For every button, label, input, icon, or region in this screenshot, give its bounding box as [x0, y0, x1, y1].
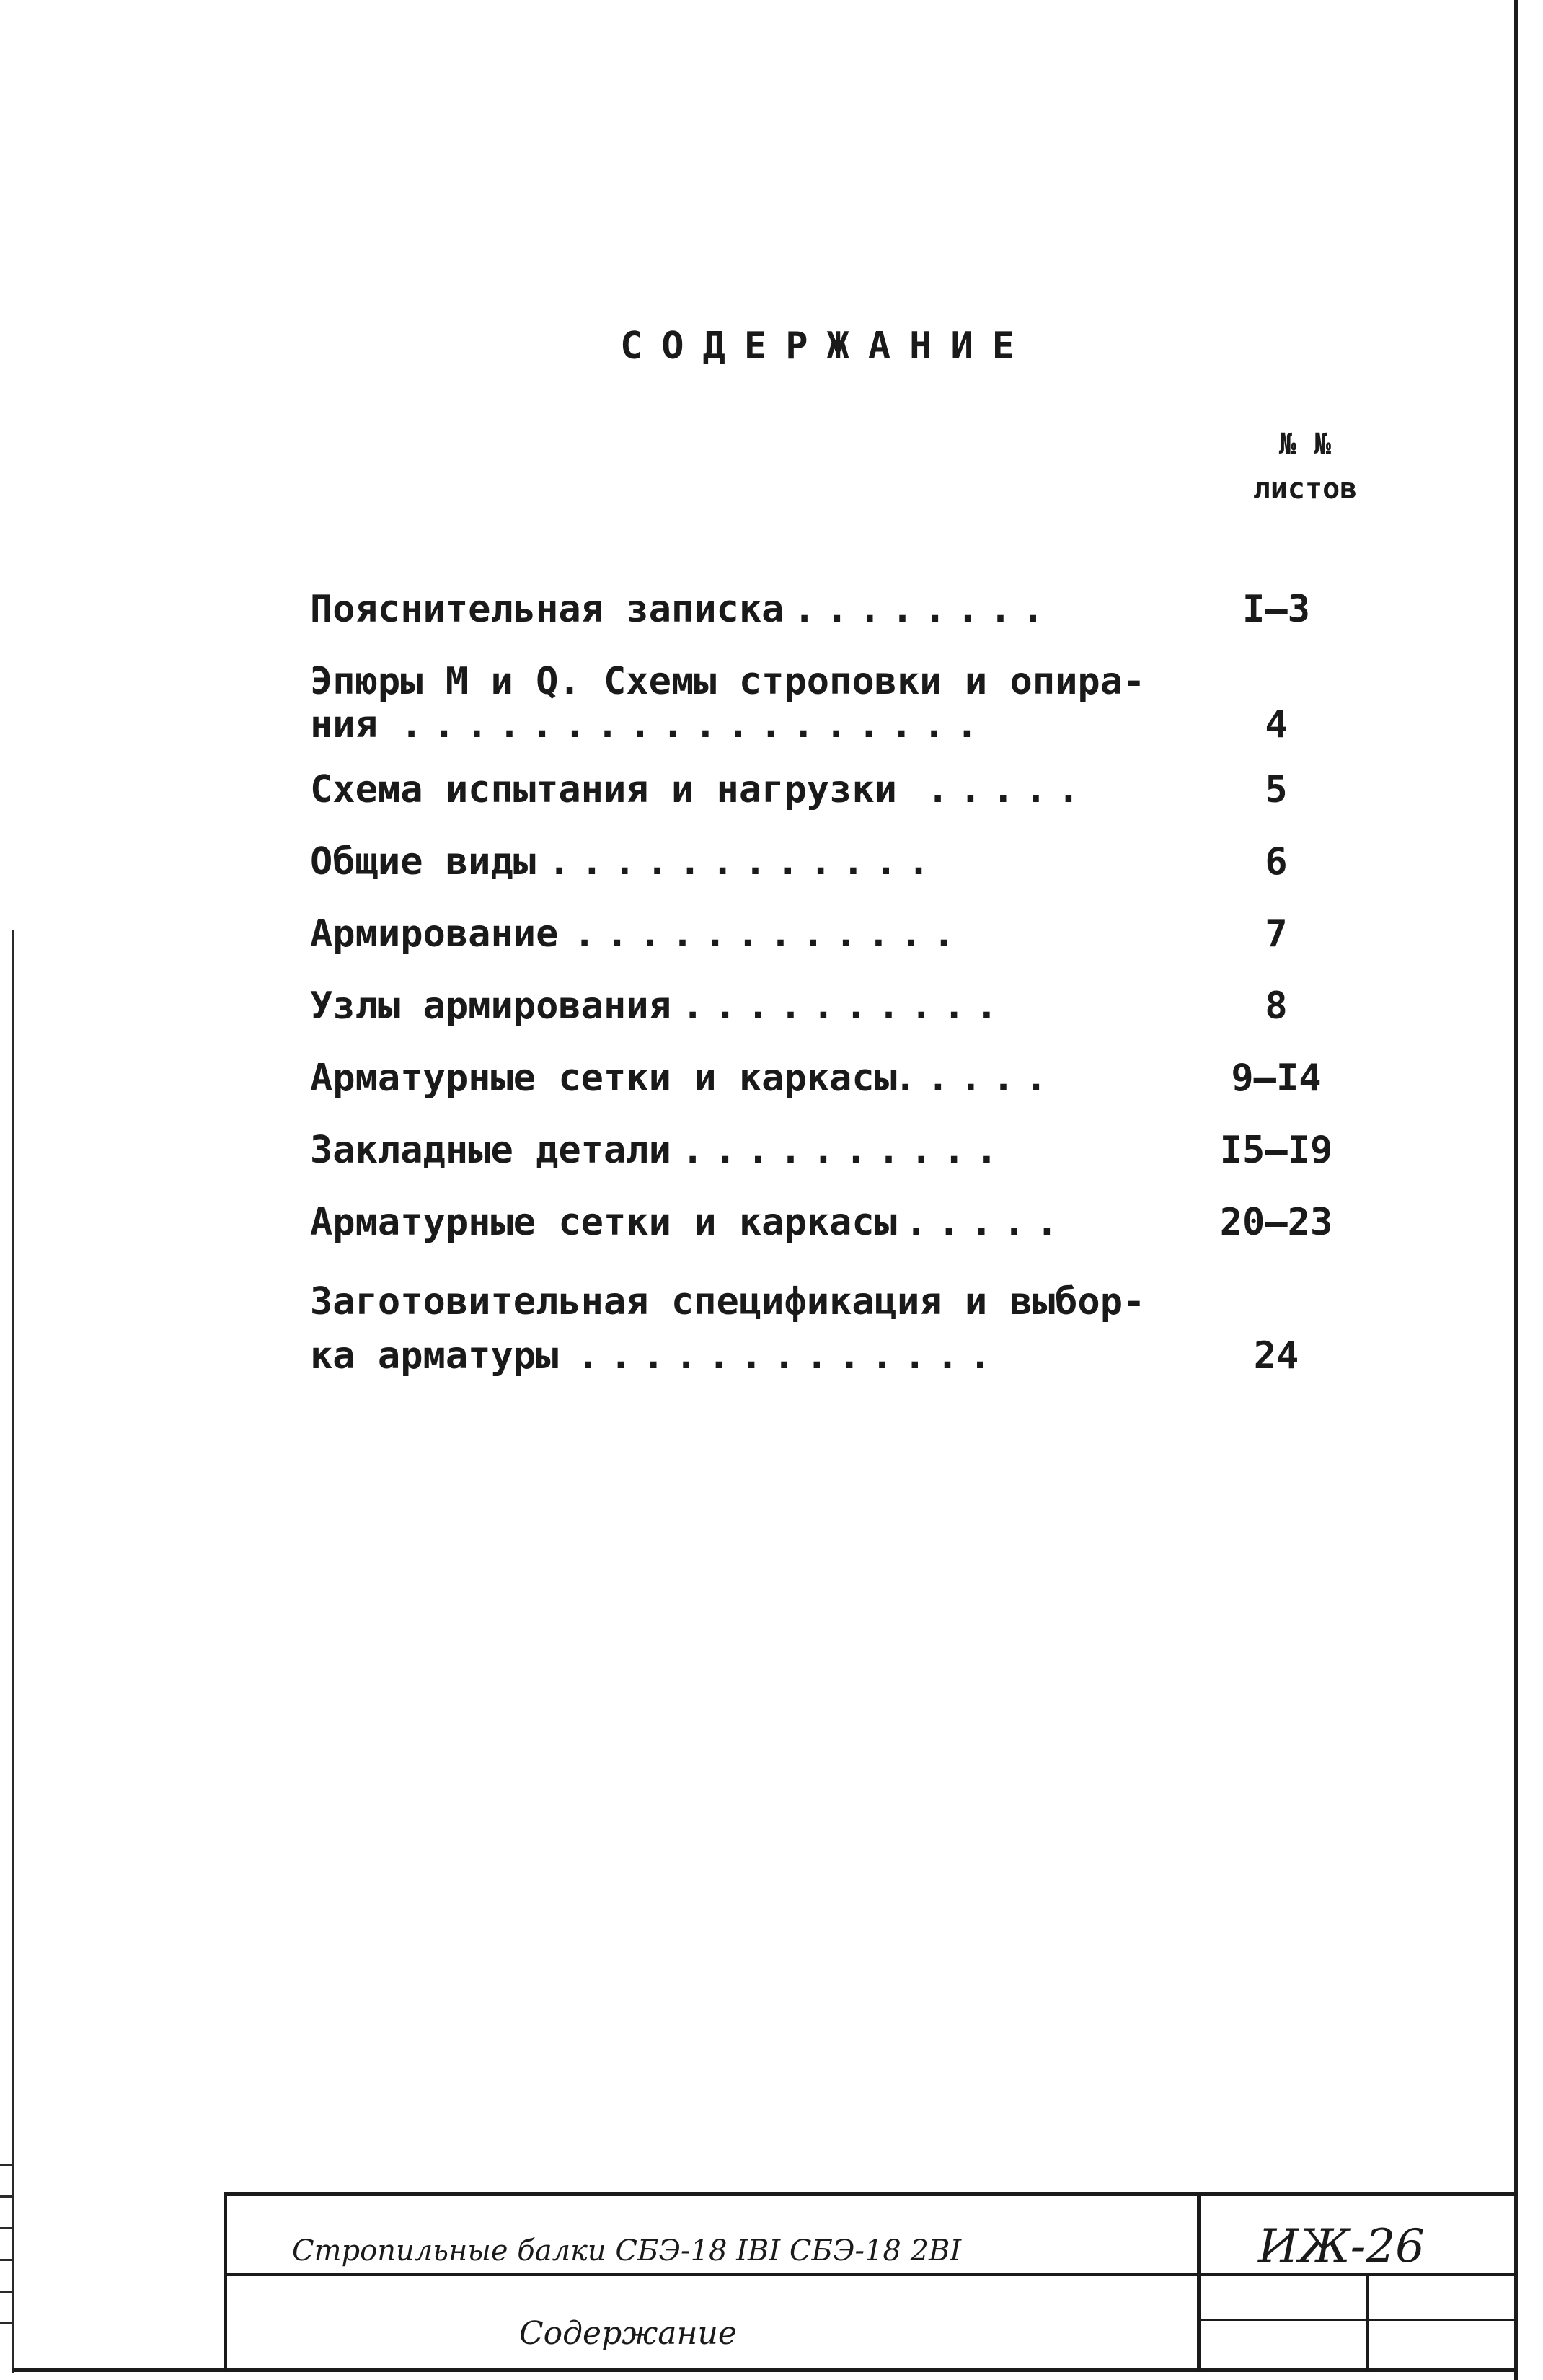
toc-entry-title: Общие виды: [310, 840, 536, 883]
toc-entry-title: Узлы армирования: [310, 984, 671, 1028]
title-block-sheet-name: Содержание: [519, 2315, 737, 2352]
toc-entry-pages: 8: [1265, 984, 1288, 1028]
toc-leader-dots: .....: [927, 768, 1090, 811]
toc-entry-title: Арматурные сетки и каркасы: [310, 1057, 897, 1100]
sheets-column-header-line1: № №: [1278, 428, 1332, 461]
toc-leader-dots: ..........: [681, 984, 1009, 1028]
toc-entry-pages: 6: [1265, 840, 1288, 883]
toc-leader-dots: ..................: [400, 703, 989, 746]
title-block-designation: Стропильные балки СБЭ-18 IBI СБЭ-18 2BI: [292, 2234, 962, 2267]
toc-entry-title: Заготовительная спецификация и выбор-: [310, 1280, 1146, 1323]
toc-leader-dots: .............: [577, 1334, 1002, 1378]
page-title: СОДЕРЖАНИЕ: [620, 325, 1034, 368]
toc-leader-dots: .....: [894, 1057, 1058, 1100]
toc-entry-pages: I5–I9: [1219, 1129, 1333, 1172]
sheets-column-header-line2: листов: [1252, 472, 1358, 506]
toc-leader-dots: ..........: [681, 1129, 1009, 1172]
toc-entry-title-cont: ка арматуры: [310, 1334, 559, 1378]
toc-entry-title: Эпюры М и Q. Схемы строповки и опира-: [310, 660, 1146, 703]
toc-leader-dots: ............: [548, 840, 940, 883]
title-block: [224, 2192, 1518, 2371]
toc-entry-pages: 7: [1265, 912, 1288, 956]
toc-leader-dots: ............: [573, 912, 965, 956]
toc-entry-pages: 20–23: [1219, 1201, 1333, 1244]
toc-entry-title: Закладные детали: [310, 1129, 671, 1172]
toc-entry-title: Пояснительная записка: [310, 588, 784, 631]
toc-entry-pages: 5: [1265, 768, 1288, 811]
toc-entry-pages: 24: [1253, 1334, 1299, 1378]
toc-entry-pages: 9–I4: [1231, 1057, 1322, 1100]
title-block-series: ИЖ-26: [1258, 2220, 1425, 2273]
toc-entry-title: Армирование: [310, 912, 559, 956]
toc-entry-title: Схема испытания и нагрузки: [310, 768, 897, 811]
toc-entry-title-cont: ния: [310, 703, 378, 746]
toc-leader-dots: ........: [793, 588, 1055, 631]
toc-entry-title: Арматурные сетки и каркасы: [310, 1201, 897, 1244]
toc-leader-dots: .....: [905, 1201, 1069, 1244]
toc-entry-pages: I–3: [1242, 588, 1310, 631]
toc-entry-pages: 4: [1265, 703, 1288, 746]
